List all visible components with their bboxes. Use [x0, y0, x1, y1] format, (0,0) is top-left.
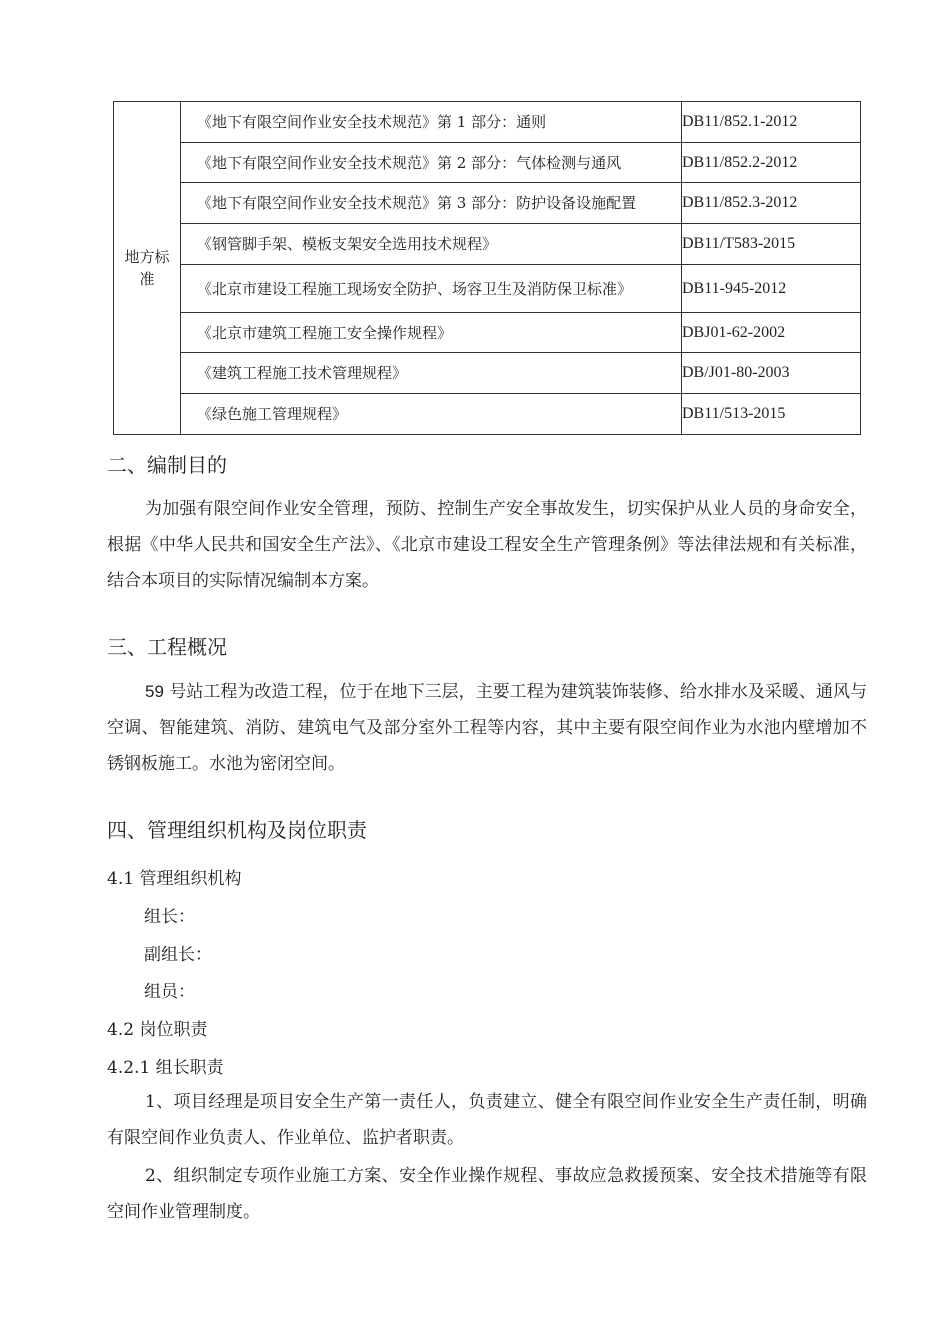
table-row: [114, 143, 861, 183]
standard-code: DBJ01-62-2002: [682, 313, 861, 353]
purpose-paragraph: 为加强有限空间作业安全管理，预防、控制生产安全事故发生，切实保护从业人员的身命安全，根据《中华人民共和国安全生产法》、《北京市建设工程安全生产管理条例》等法律法规和有关标准，结合本项目的实际情况编制本方案。: [107, 499, 867, 591]
duty-item-2: 2、组织制定专项作业施工方案、安全作业操作规程、事故应急救援预案、安全技术措施等有限空间作业管理制度。: [107, 1166, 867, 1222]
standard-name: 《地下有限空间作业安全技术规范》第 2 部分：气体检测与通风: [181, 143, 682, 183]
standard-name: 《北京市建筑工程施工安全操作规程》: [181, 313, 682, 353]
standard-name: 《绿色施工管理规程》: [181, 394, 682, 435]
category-cell: [114, 102, 181, 435]
standard-name: 《地下有限空间作业安全技术规范》第 3 部分：防护设备设施配置: [181, 183, 682, 224]
member-label: 组员：: [144, 982, 195, 1002]
standard-code: DB11/513-2015: [682, 394, 861, 435]
subheading-4-1: 4.1 管理组织机构: [107, 869, 242, 889]
standards-table: [113, 101, 861, 435]
section-heading-overview: 三、工程概况: [107, 635, 227, 659]
subheading-4-2-1: 4.2.1 组长职责: [107, 1058, 224, 1078]
table-row: [114, 394, 861, 435]
standard-code: DB11/T583-2015: [682, 224, 861, 265]
table-row: [114, 183, 861, 224]
standard-code: DB11/852.1-2012: [682, 102, 861, 143]
standard-name: 《北京市建设工程施工现场安全防护、场容卫生及消防保卫标准》: [181, 265, 682, 313]
table-row: [114, 313, 861, 353]
standard-code: DB11/852.3-2012: [682, 183, 861, 224]
standard-code: DB11-945-2012: [682, 265, 861, 313]
table-row: [114, 353, 861, 394]
section-heading-org: 四、管理组织机构及岗位职责: [107, 818, 367, 842]
standard-name: 《钢管脚手架、模板支架安全选用技术规程》: [181, 224, 682, 265]
overview-text: 号站工程为改造工程，位于在地下三层，主要工程为建筑装饰装修、给水排水及采暖、通风与空调、智能建筑、消防、建筑电气及部分室外工程等内容，其中主要有限空间作业为水池内壁增加不锈钢板施工。水池为密闭空间。: [107, 682, 867, 774]
duty-item-1: 1、项目经理是项目安全生产第一责任人，负责建立、健全有限空间作业安全生产责任制，明确有限空间作业负责人、作业单位、监护者职责。: [107, 1092, 867, 1148]
table-row: [114, 102, 861, 143]
category-label: 地方标准: [124, 248, 170, 288]
table-row: [114, 224, 861, 265]
section-heading-purpose: 二、编制目的: [107, 453, 227, 477]
overview-paragraph: [107, 674, 867, 782]
standard-name: 《地下有限空间作业安全技术规范》第 1 部分：通则: [181, 102, 682, 143]
leader-label: 组长：: [144, 907, 195, 927]
standard-code: DB11/852.2-2012: [682, 143, 861, 183]
table-row: [114, 265, 861, 313]
station-number: 59: [145, 682, 164, 701]
subheading-4-2: 4.2 岗位职责: [107, 1020, 208, 1040]
standard-code: DB/J01-80-2003: [682, 353, 861, 394]
deputy-leader-label: 副组长：: [144, 945, 212, 965]
standard-name: 《建筑工程施工技术管理规程》: [181, 353, 682, 394]
